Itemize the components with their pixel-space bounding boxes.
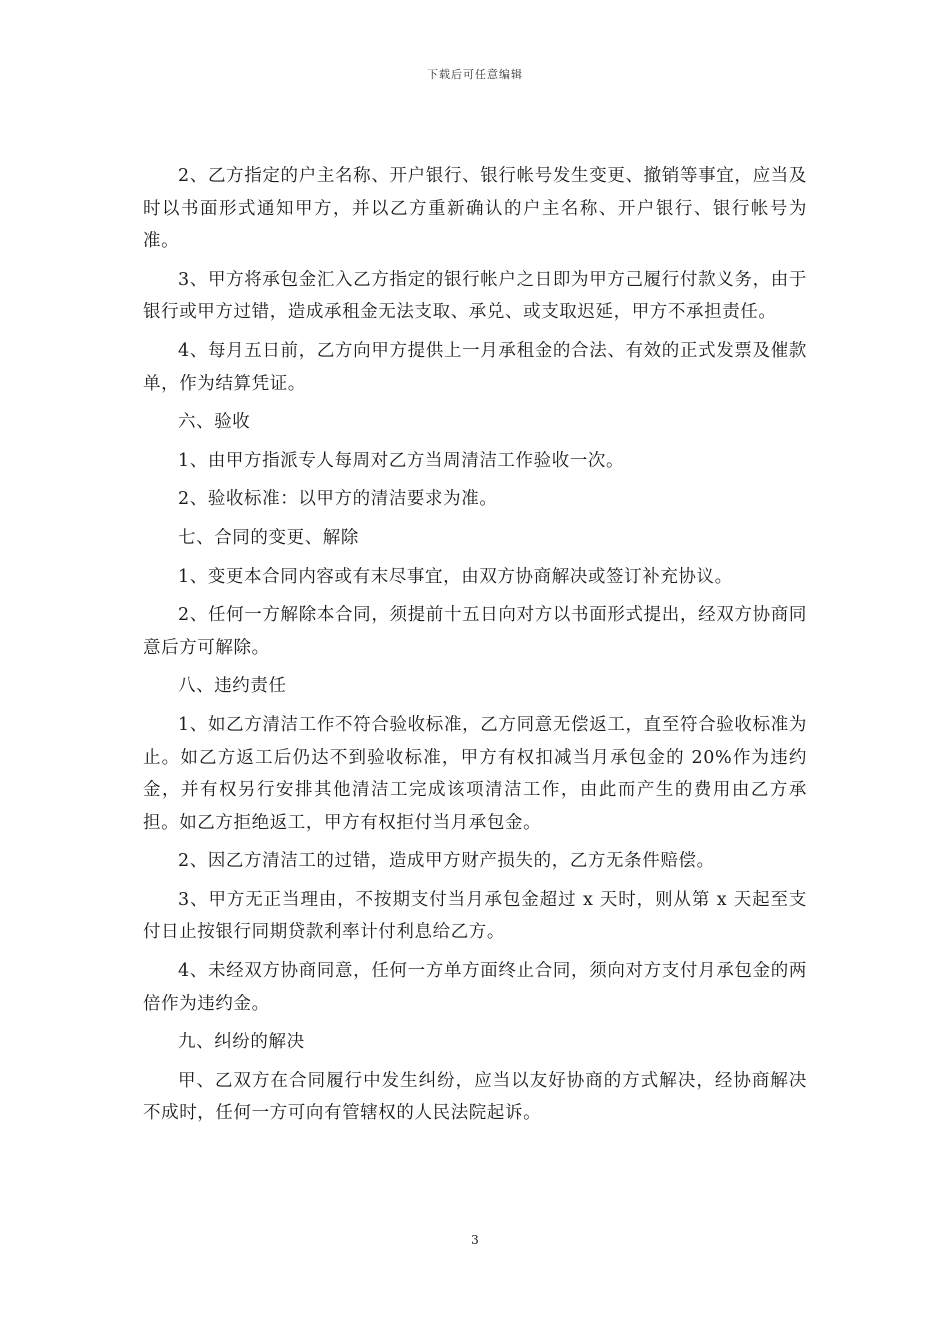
section-heading-change-termination: 七、合同的变更、解除 bbox=[178, 527, 359, 548]
paragraph-property-damage: 2、因乙方清洁工的过错，造成甲方财产损失的，乙方无条件赔偿。 bbox=[178, 851, 715, 872]
document-body bbox=[143, 160, 807, 1136]
paragraph-invoice: 4、每月五日前，乙方向甲方提供上一月承租金的合法、有效的正式发票及催款单，作为结算凭证。 bbox=[143, 340, 807, 394]
section-heading-acceptance: 六、验收 bbox=[178, 412, 251, 433]
paragraph-unilateral-termination: 4、未经双方协商同意，任何一方单方面终止合同，须向对方支付月承包金的两倍作为违约金。 bbox=[143, 961, 807, 1014]
paragraph-rework-penalty: 1、如乙方清洁工作不符合验收标准，乙方同意无偿返工，直至符合验收标准为止。如乙方返工后仍达不到验收标准，甲方有权扣减当月承包金的 20%作为违约金，并有权另行安排其他清洁工完成该项清洁工作，由此而产生的费用由乙方承担。如乙方拒绝返工，甲方有权拒付当月承包金。 bbox=[143, 714, 807, 833]
paragraph-bank-account-change: 2、乙方指定的户主名称、开户银行、银行帐号发生变更、撤销等事宜，应当及时以书面形式通知甲方，并以乙方重新确认的户主名称、开户银行、银行帐号为准。 bbox=[143, 166, 807, 252]
paragraph-weekly-inspection: 1、由甲方指派专人每周对乙方当周清洁工作验收一次。 bbox=[178, 450, 625, 471]
paragraph-dispute-resolution: 甲、乙双方在合同履行中发生纠纷，应当以友好协商的方式解决，经协商解决不成时，任何一方可向有管辖权的人民法院起诉。 bbox=[143, 1070, 807, 1124]
paragraph-contract-termination: 2、任何一方解除本合同，须提前十五日向对方以书面形式提出，经双方协商同意后方可解除。 bbox=[143, 605, 807, 658]
paragraph-contract-change: 1、变更本合同内容或有末尽事宜，由双方协商解决或签订补充协议。 bbox=[178, 566, 733, 587]
section-heading-dispute: 九、纠纷的解决 bbox=[178, 1032, 305, 1053]
page-header: 下载后可任意编辑 bbox=[427, 68, 523, 81]
paragraph-late-payment: 3、甲方无正当理由，不按期支付当月承包金超过 x 天时，则从第 x 天起至支付日止按银行同期贷款利率计付利息给乙方。 bbox=[143, 889, 807, 943]
paragraph-acceptance-standard: 2、验收标准：以甲方的清洁要求为准。 bbox=[178, 489, 498, 510]
paragraph-payment-obligation: 3、甲方将承包金汇入乙方指定的银行帐户之日即为甲方己履行付款义务，由于银行或甲方过错，造成承租金无法支取、承兑、或支取迟延，甲方不承担责任。 bbox=[143, 269, 807, 323]
section-heading-liability: 八、违约责任 bbox=[178, 676, 287, 697]
page-number: 3 bbox=[471, 1233, 479, 1247]
